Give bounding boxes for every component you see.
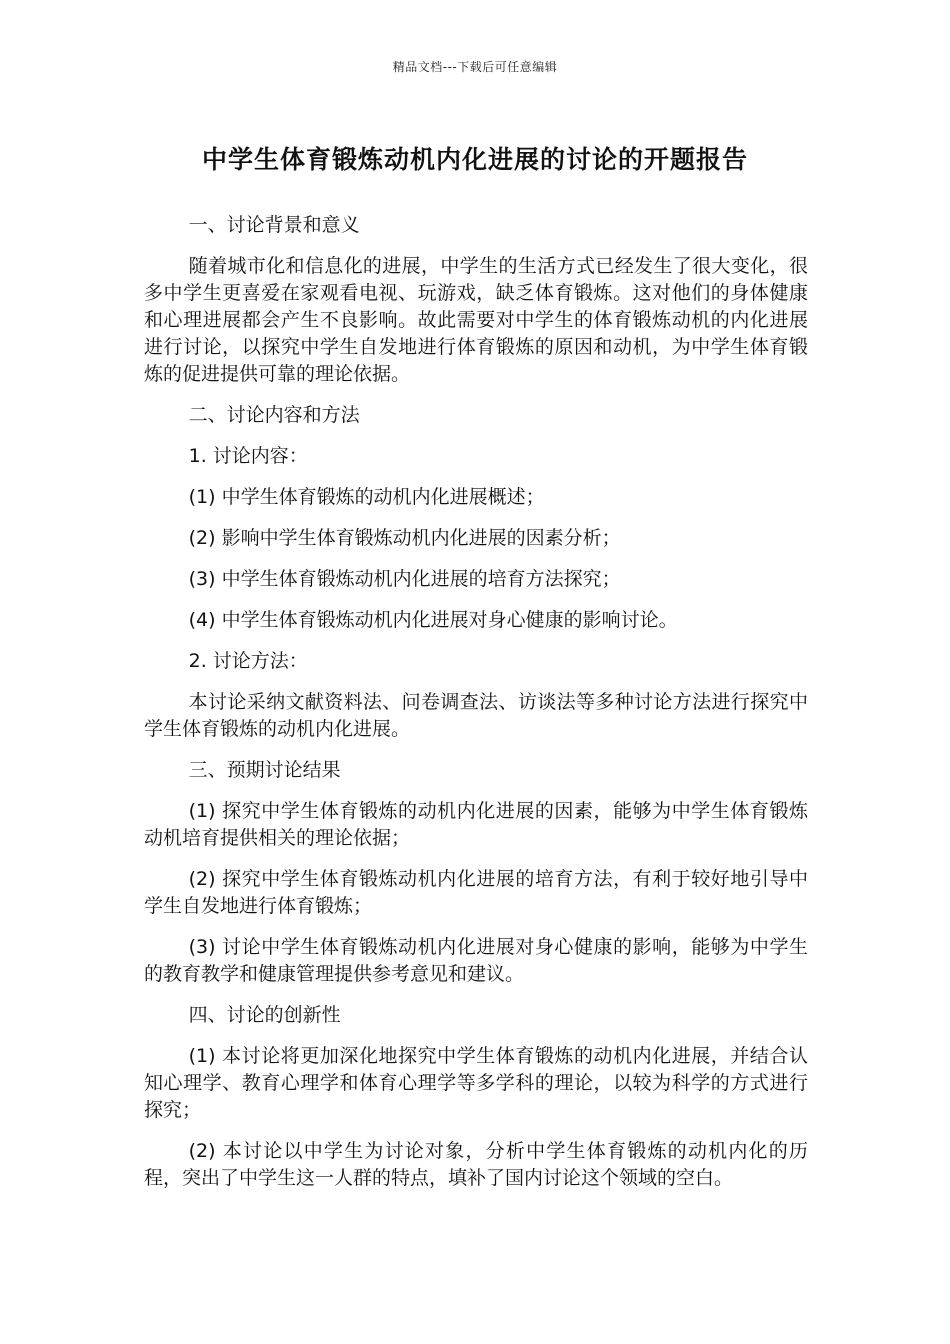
list-item: (2) 探究中学生体育锻炼动机内化进展的培育方法，有利于较好地引导中学生自发地进行体育锻炼； <box>144 868 808 917</box>
list-item: (2) 影响中学生体育锻炼动机内化进展的因素分析； <box>188 527 621 549</box>
list-item: (1) 探究中学生体育锻炼的动机内化进展的因素，能够为中学生体育锻炼动机培育提供相关的理论依据； <box>144 800 808 849</box>
list-item: (4) 中学生体育锻炼动机内化进展对身心健康的影响讨论。 <box>188 609 678 631</box>
document-body <box>144 212 808 1206</box>
section-heading-innovation: 四、讨论的创新性 <box>188 1004 341 1026</box>
section-heading-content-method: 二、讨论内容和方法 <box>188 404 360 426</box>
list-item: (3) 讨论中学生体育锻炼动机内化进展对身心健康的影响，能够为中学生的教育教学和健康管理提供参考意见和建议。 <box>144 936 808 985</box>
subheading-method: 2. 讨论方法： <box>188 650 308 672</box>
list-item: (1) 中学生体育锻炼的动机内化进展概述； <box>188 486 545 508</box>
paragraph-background: 随着城市化和信息化的进展，中学生的生活方式已经发生了很大变化，很多中学生更喜爱在家观看电视、玩游戏，缺乏体育锻炼。这对他们的身体健康和心理进展都会产生不良影响。故此需要对中学生的体育锻炼动机的内化进展进行讨论，以探究中学生自发地进行体育锻炼的原因和动机，为中学生体育锻炼的促进提供可靠的理论依据。 <box>144 255 808 385</box>
list-item: (1) 本讨论将更加深化地探究中学生体育锻炼的动机内化进展，并结合认知心理学、教育心理学和体育心理学等多学科的理论，以较为科学的方式进行探究； <box>144 1045 808 1121</box>
list-item: (3) 中学生体育锻炼动机内化进展的培育方法探究； <box>188 568 621 590</box>
list-item: (2) 本讨论以中学生为讨论对象，分析中学生体育锻炼的动机内化的历程，突出了中学生这一人群的特点，填补了国内讨论这个领域的空白。 <box>144 1140 808 1189</box>
document-title: 中学生体育锻炼动机内化进展的讨论的开题报告 <box>201 145 748 174</box>
page-header-note: 精品文档---下载后可任意编辑 <box>392 60 558 74</box>
section-heading-background: 一、讨论背景和意义 <box>188 214 360 236</box>
section-heading-expected-results: 三、预期讨论结果 <box>188 759 341 781</box>
paragraph-method: 本讨论采纳文献资料法、问卷调查法、访谈法等多种讨论方法进行探究中学生体育锻炼的动机内化进展。 <box>144 691 808 740</box>
subheading-content: 1. 讨论内容： <box>188 445 308 467</box>
